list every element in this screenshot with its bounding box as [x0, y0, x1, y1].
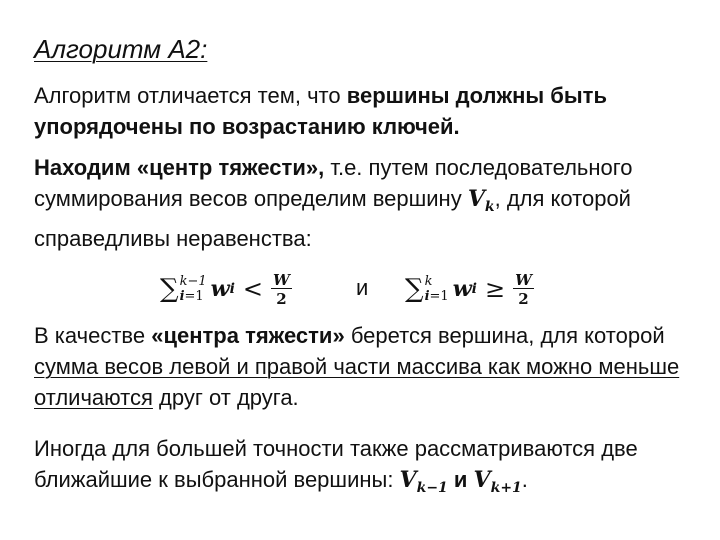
sum-limits	[425, 274, 449, 304]
fraction-numerator: W	[273, 270, 290, 289]
vertex-vk-plus-1-symbol: V	[473, 467, 491, 493]
vertex-vk-subscript: k	[484, 199, 495, 215]
fraction-denominator: 2	[518, 289, 529, 308]
paragraph-center-of-gravity	[34, 152, 694, 254]
inequality-right	[405, 262, 534, 316]
neighbors-text: Иногда для большей точности также рассматриваются две ближайшие к выбранной вершины:	[34, 436, 638, 492]
sum-lower-limit: i=1	[424, 289, 449, 304]
intro-text: Алгоритм отличается тем, что	[34, 83, 347, 108]
cog-text: т.е. путем последовательного суммирования весов определим вершину	[34, 155, 633, 211]
sum-upper-limit: k−1	[179, 274, 207, 289]
sum-lower-limit: i=1	[179, 289, 204, 304]
cog-text-end: , для которой справедливы неравенства:	[34, 186, 631, 251]
formula-conjunction: и	[356, 275, 369, 300]
greater-equal-sign: ≥	[484, 275, 506, 303]
vertex-vk-symbol: V	[467, 186, 485, 212]
vertex-vk-minus-1-symbol: V	[399, 467, 417, 493]
choice-bold-text: «центра тяжести»	[151, 323, 345, 348]
vertex-vk-plus-1-subscript: k+1	[490, 480, 522, 496]
weight-subscript: i	[229, 281, 235, 297]
paragraph-intro	[34, 80, 694, 142]
weight-symbol: w	[210, 276, 230, 302]
vertex-vk-minus-1-subscript: k−1	[416, 480, 448, 496]
choice-text-2: берется вершина, для которой	[344, 323, 665, 348]
paragraph-choice	[34, 320, 694, 413]
sigma-symbol: ∑	[405, 274, 424, 304]
neighbors-end: .	[521, 467, 528, 492]
weight-subscript: i	[471, 281, 477, 297]
fraction-denominator: 2	[276, 289, 287, 308]
fraction-w-over-2	[513, 272, 534, 307]
cog-bold-text: Находим «центр тяжести»,	[34, 155, 325, 180]
weight-symbol: w	[452, 276, 472, 302]
choice-text-end: друг от друга.	[152, 385, 299, 410]
fraction-numerator: W	[515, 270, 532, 289]
choice-underlined-text: сумма весов левой и правой части массива как можно меньше отличаются	[34, 354, 680, 410]
sigma-symbol: ∑	[160, 274, 179, 304]
choice-text: В качестве	[34, 323, 152, 348]
sum-limits	[180, 274, 207, 304]
slide-title: Алгоритм А2:	[34, 34, 208, 64]
neighbors-conjunction: и	[447, 467, 474, 492]
intro-bold-text: вершины должны быть упорядочены по возрастанию ключей.	[34, 83, 607, 139]
inequality-left	[160, 262, 292, 316]
paragraph-neighbors	[34, 433, 694, 504]
sum-upper-limit: k	[424, 274, 433, 289]
less-than-sign: <	[242, 275, 263, 303]
fraction-w-over-2	[271, 272, 292, 307]
